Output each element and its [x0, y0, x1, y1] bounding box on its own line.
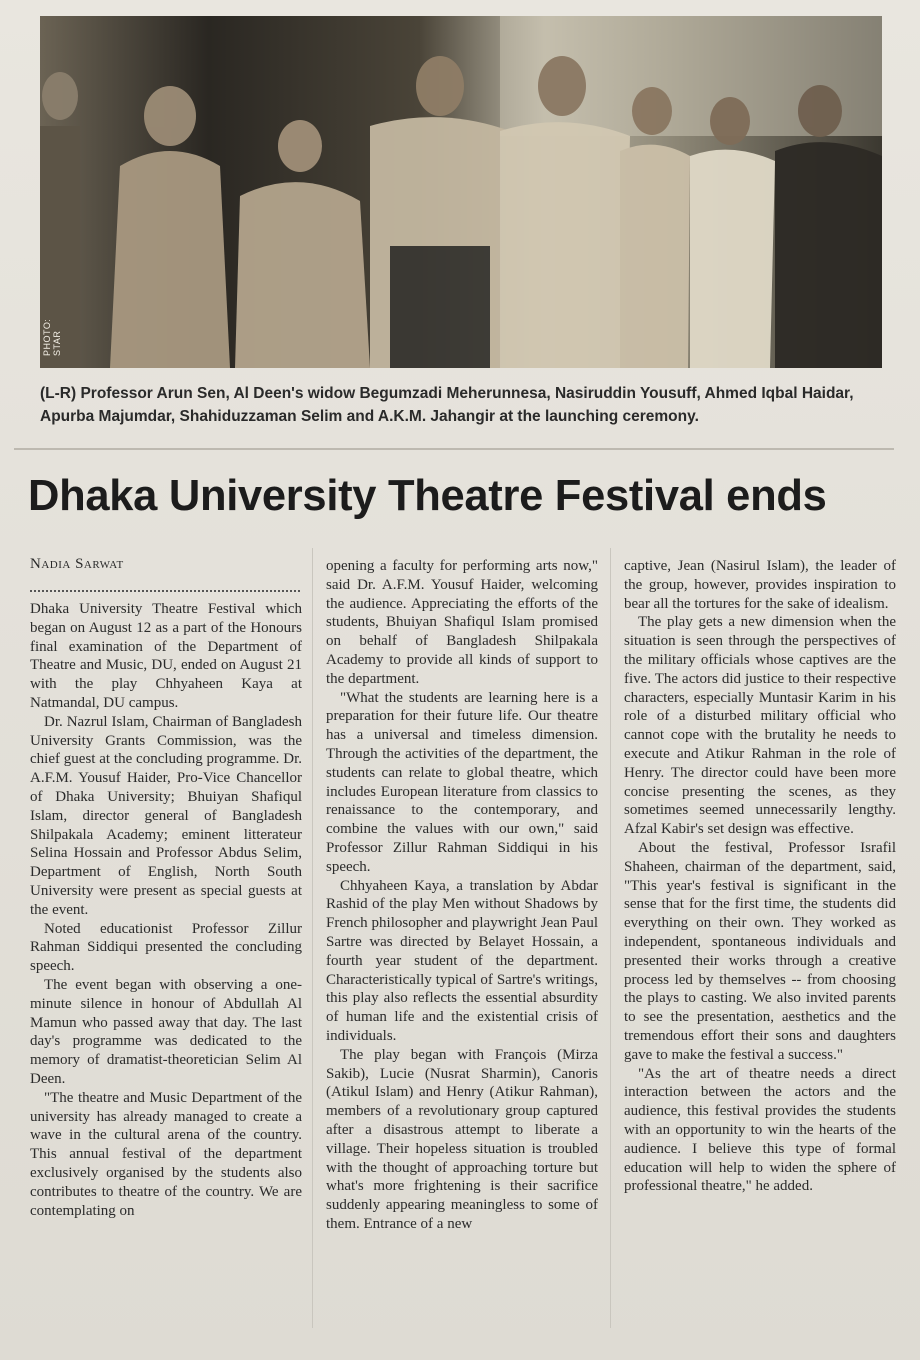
paragraph: Dr. Nazrul Islam, Chairman of Bangladesh University Grants Commission, was the chief guest at the concluding programme. Dr. A.F.M. Yousuf Haider, Pro-Vice Chancellor of Dhaka University; Bhuiyan Shafiqul Islam, director general of Bangladesh Shilpakala Academy; eminent litterateur Selina Hossain and Professor Abdus Selim, Department of English, North South University were present as special guests at the event.: [30, 713, 302, 918]
article-column-3: [624, 557, 896, 1196]
paragraph: "The theatre and Music Department of the university has already managed to create a wave in the cultural arena of the country. This annual festival of the department exclusively organised by the students also contributes to theatre of the country. We are contemplating on: [30, 1089, 302, 1219]
group-photo: [40, 16, 882, 368]
paragraph: The event began with observing a one-minute silence in honour of Abdullah Al Mamun who passed away that day. The last day's programme was dedicated to the memory of dramatist-theoretician Selim Al Deen.: [30, 976, 302, 1087]
paragraph: opening a faculty for performing arts now," said Dr. A.F.M. Yousuf Haider, welcoming the audience. Appreciating the efforts of the students, Bhuiyan Shafiqul Islam promised on behalf of Bangladesh Shilpakala Academy to provide all kinds of support to the department.: [326, 558, 598, 687]
paragraph: Chhyaheen Kaya, a translation by Abdar Rashid of the play Men without Shadows by French philosopher and playwright Jean Paul Sartre was directed by Belayet Hossain, a fourth year student of the department. Characteristically typical of Sartre's writings, this play also reflects the essential absurdity of human life and the existential crisis of individuals.: [326, 877, 598, 1044]
photo-caption: (L-R) Professor Arun Sen, Al Deen's widow Begumzadi Meherunnesa, Nasiruddin Yousuff, Ahmed Iqbal Haidar, Apurba Majumdar, Shahiduzzaman Selim and A.K.M. Jahangir at the launching ceremony.: [40, 385, 854, 425]
photo-image: [40, 16, 882, 368]
byline: Nadia Sarwat: [30, 556, 124, 572]
paragraph: captive, Jean (Nasirul Islam), the leader of the group, however, provides inspiration to bear all the tortures for the sake of idealism.: [624, 558, 896, 612]
divider: [14, 448, 894, 450]
paragraph: The play gets a new dimension when the situation is seen through the perspectives of the military officials whose captives are the five. The actors did justice to their respective characters, especially Muntasir Karim in his role of a disturbed military official who cannot cope with the brutality he needs to execute and Atikur Rahman in the role of Henry. The director could have been more concise presenting the scenes, as they sometimes seemed unnecessarily lengthy. Afzal Kabir's set design was effective.: [624, 614, 896, 838]
paragraph: Noted educationist Professor Zillur Rahman Siddiqui presented the concluding speech.: [30, 920, 302, 975]
paragraph: "What the students are learning here is a preparation for their future life. Our theatre has a universal and timeless dimension. Through the activities of the department, the students can relate to global theatre, which includes European literature from classics to renaissance to the contemporary, and combine the values with our own," said Professor Zillur Rahman Siddiqui in his speech.: [326, 689, 598, 875]
byline-divider: [30, 590, 300, 592]
paragraph: About the festival, Professor Israfil Shaheen, chairman of the department, said, "This year's festival is significant in the sense that for the first time, the students did everything on their own. They worked as independent, spontaneous individuals and presented their works through a creative process led by themselves -- from choosing the plays to casting. We also invited parents to see the presentation, aesthetics and the tremendous effort their sons and daughters gave to make the festival a success.": [624, 839, 896, 1063]
paragraph: Dhaka University Theatre Festival which began on August 12 as a part of the Honours final examination of the Department of Theatre and Music, DU, ended on August 21 with the play Chhyaheen Kaya at Natmandal, DU campus.: [30, 601, 302, 711]
article-column-2: [326, 557, 598, 1234]
column-divider: [312, 548, 313, 1328]
headline: Dhaka University Theatre Festival ends: [28, 472, 827, 520]
article-column-1: [30, 600, 302, 1220]
photo-credit: PHOTO: STAR: [42, 318, 62, 356]
column-divider: [610, 548, 611, 1328]
paragraph: "As the art of theatre needs a direct interaction between the actors and the audience, this festival provides the students with an opportunity to win the hearts of the audience. I believe this type of formal education will help to widen the sphere of professional theatre," he added.: [624, 1065, 896, 1195]
paragraph: The play began with François (Mirza Sakib), Lucie (Nusrat Sharmin), Canoris (Atikul Islam) and Henry (Atikur Rahman), members of a revolutionary group captured after a disastrous attempt to liberate a village. Their hopeless situation is troubled with the thought of approaching torture but what's more frightening is their sacrifice suddenly appearing meaningless to some of them. Entrance of a new: [326, 1046, 598, 1232]
